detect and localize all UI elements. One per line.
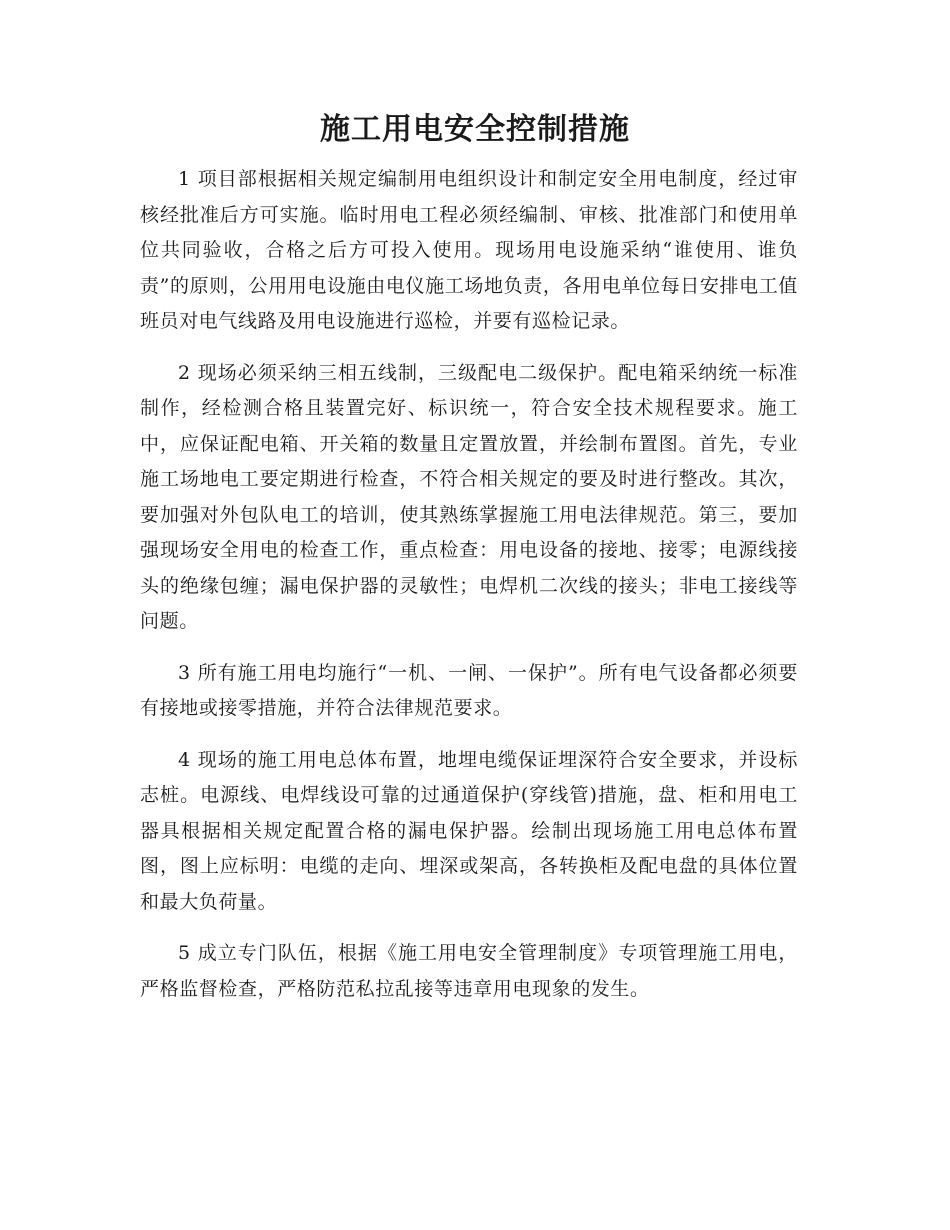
paragraph-5: 5 成立专门队伍，根据《施工用电安全管理制度》专项管理施工用电，严格监督检查，严格防范私拉乱接等违章用电现象的发生。 [140,942,798,1000]
paragraph-3: 3 所有施工用电均施行“一机、一闸、一保护”。所有电气设备都必须要有接地或接零措施，并符合法律规范要求。 [140,661,798,719]
paragraph-1: 1 项目部根据相关规定编制用电组织设计和制定安全用电制度，经过审核经批准后方可实施。临时用电工程必须经编制、审核、批准部门和使用单位共同验收，合格之后方可投入使用。现场用电设施采纳“谁使用、谁负责”的原则，公用用电设施由电仪施工场地负责，各用电单位每日安排电工值班员对电气线路及用电设施进行巡检，并要有巡检记录。 [140,168,798,332]
document-body [140,162,798,1023]
document-title: 施工用电安全控制措施 [320,112,630,147]
paragraph-4: 4 现场的施工用电总体布置，地埋电缆保证埋深符合安全要求，并设标志桩。电源线、电焊线设可靠的过通道保护(穿线管)措施，盘、柜和用电工器具根据相关规定配置合格的漏电保护器。绘制出现场施工用电总体布置图，图上应标明：电缆的走向、埋深或架高，各转换柜及配电盘的具体位置和最大负荷量。 [140,748,798,913]
paragraph-2: 2 现场必须采纳三相五线制，三级配电二级保护。配电箱采纳统一标准制作，经检测合格且装置完好、标识统一，符合安全技术规程要求。施工中，应保证配电箱、开关箱的数量且定置放置，并绘制布置图。首先，专业施工场地电工要定期进行检查，不符合相关规定的要及时进行整改。其次，要加强对外包队电工的培训，使其熟练掌握施工用电法律规范。第三，要加强现场安全用电的检查工作，重点检查：用电设备的接地、接零；电源线接头的绝缘包缠；漏电保护器的灵敏性；电焊机二次线的接头；非电工接线等问题。 [140,361,798,632]
